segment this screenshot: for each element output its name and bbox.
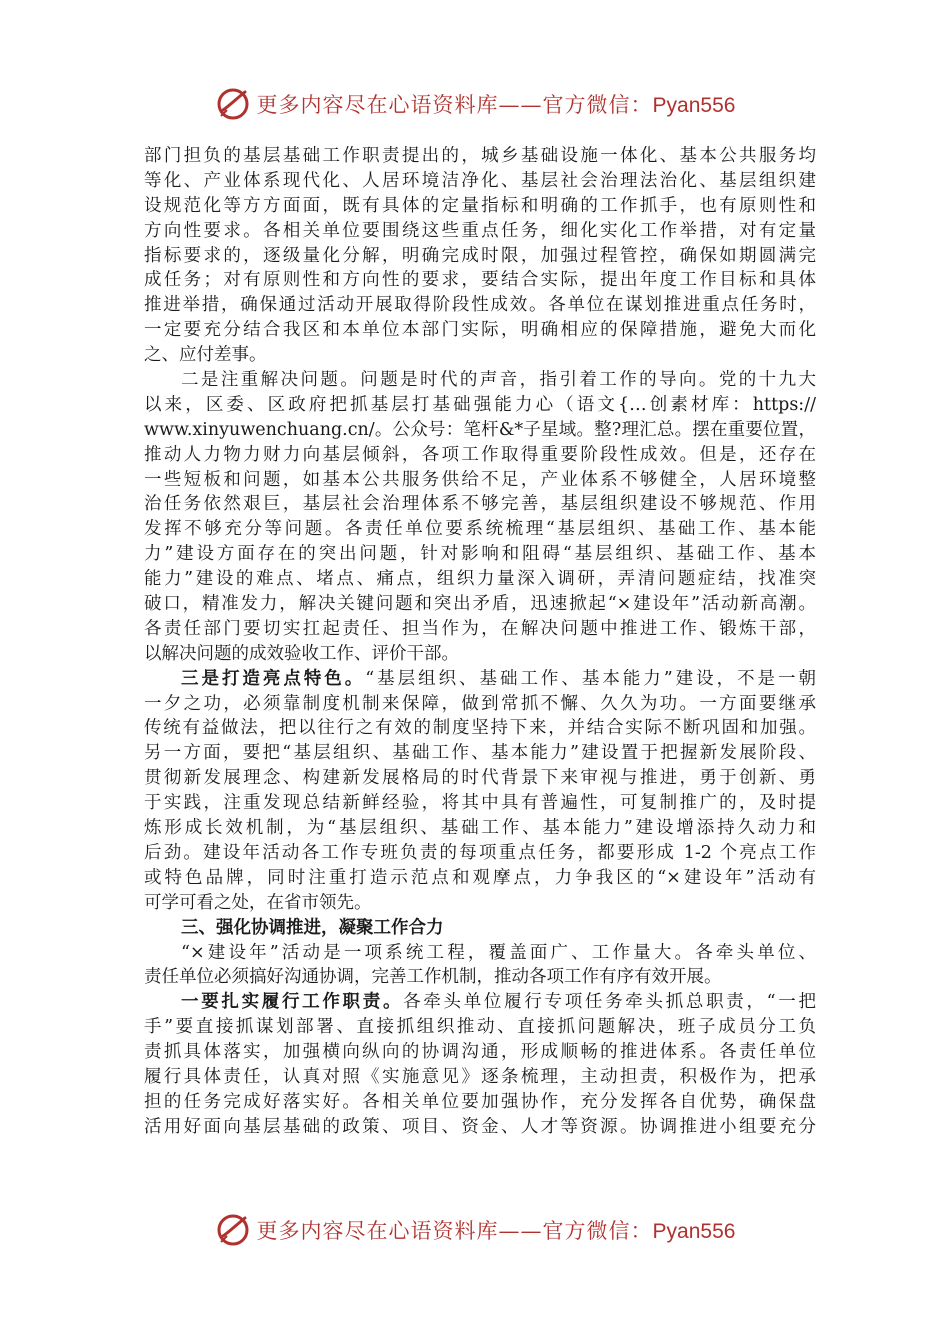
section-heading: 三、强化协调推进，凝聚工作合力 xyxy=(181,917,444,938)
banner-wechat-id: Pyan556 xyxy=(652,94,736,117)
text-line: 履行具体责任，认真对照《实施意见》逐条梳理，主动担责，积极作为，把承 xyxy=(144,1066,816,1087)
paragraph-lead: 一要扎实履行工作职责。 xyxy=(181,992,404,1013)
text-line: 另一方面，要把“基层组织、基础工作、基本能力”建设置于把握新发展阶段、 xyxy=(144,743,816,764)
text-line: 设规范化等方方面面，既有具体的定量指标和明确的工作抓手，也有原则性和 xyxy=(144,195,816,216)
text-line: 方向性要求。各相关单位要围绕这些重点任务，细化实化工作举措，对有定量 xyxy=(144,220,816,241)
text-line: “×建设年”活动是一项系统工程，覆盖面广、工作量大。各牵头单位、 xyxy=(181,942,816,963)
text-line: 推进举措，确保通过活动开展取得阶段性成效。各单位在谋划推进重点任务时， xyxy=(144,295,816,316)
text-line: 活用好面向基层基础的政策、项目、资金、人才等资源。协调推进小组要充分 xyxy=(144,1116,816,1137)
banner-text xyxy=(257,1215,736,1245)
watermark-banner-bottom xyxy=(0,1208,950,1252)
banner-text-cn: 更多内容尽在心语资料库——官方微信： xyxy=(256,1219,653,1243)
text-line: 破口，精准发力，解决关键问题和突出矛盾，迅速掀起“×建设年”活动新高潮。 xyxy=(144,594,816,615)
text-line: 担的任务完成好落实好。各相关单位要加强协作，充分发挥各自优势，确保盘 xyxy=(144,1091,816,1112)
text-line-rest: “基层组织、基础工作、基本能力”建设，不是一朝 xyxy=(365,668,816,689)
banner-text-cn: 更多内容尽在心语资料库——官方微信： xyxy=(256,93,653,117)
text-line xyxy=(144,990,816,1015)
text-line: 以解决问题的成效验收工作、评价干部。 xyxy=(144,643,459,664)
text-line: 手”要直接抓谋划部署、直接抓组织推动、直接抓问题解决，班子成员分工负 xyxy=(144,1017,816,1038)
text-line: 传统有益做法，把以往行之有效的制度坚持下来，并结合实际不断巩固和加强。 xyxy=(144,718,816,739)
text-line: 部门担负的基层基础工作职责提出的，城乡基础设施一体化、基本公共服务均 xyxy=(144,146,816,166)
text-line: 推动人力物力财力向基层倾斜，各项工作取得重要阶段性成效。但是，还存在 xyxy=(144,444,816,465)
brush-seal-logo-icon xyxy=(215,1212,251,1248)
text-line: 后劲。建设年活动各工作专班负责的每项重点任务，都要形成 1-2 个亮点工作 xyxy=(144,842,816,863)
text-line: 以来，区委、区政府把抓基层打基础强能力心（语文{…创素材库：https:// xyxy=(144,394,816,415)
document-body xyxy=(144,144,816,1140)
text-line xyxy=(144,667,816,692)
text-line: 一些短板和问题，如基本公共服务供给不足，产业体系不够健全，人居环境整 xyxy=(144,469,816,490)
watermark-banner-top xyxy=(0,82,950,126)
text-line: 成任务；对有原则性和方向性的要求，要结合实际，提出年度工作目标和具体 xyxy=(144,270,816,291)
text-line: 能力”建设的难点、堵点、痛点，组织力量深入调研，弄清问题症结，找准突 xyxy=(144,569,816,590)
text-line: 等化、产业体系现代化、人居环境洁净化、基层社会治理法治化、基层组织建 xyxy=(144,170,816,191)
text-line: 二是注重解决问题。问题是时代的声音，指引着工作的导向。党的十九大 xyxy=(181,370,816,391)
text-line: 指标要求的，逐级量化分解，明确完成时限，加强过程管控，确保如期圆满完 xyxy=(144,245,816,266)
text-line: www.xinyuwenchuang.cn/。公众号：笔杆&*子星域。整?理汇总。摆在重要位置， xyxy=(144,419,816,440)
text-line: 之、应付差事。 xyxy=(144,345,267,366)
banner-wechat-id: Pyan556 xyxy=(652,1220,736,1243)
text-line: 可学可看之处，在省市领先。 xyxy=(144,892,372,913)
text-line: 贯彻新发展理念、构建新发展格局的时代背景下来审视与推进，勇于创新、勇 xyxy=(144,768,816,789)
text-line: 责任单位必须搞好沟通协调，完善工作机制，推动各项工作有序有效开展。 xyxy=(144,967,722,988)
banner-text xyxy=(257,89,736,119)
text-line-rest: 各牵头单位履行专项任务牵头抓总职责，“一把 xyxy=(403,992,817,1013)
text-line: 或特色品牌，同时注重打造示范点和观摩点，力争我区的“×建设年”活动有 xyxy=(144,867,816,888)
text-line: 力”建设方面存在的突出问题，针对影响和阻碍“基层组织、基础工作、基本 xyxy=(144,544,816,565)
text-line: 发挥不够充分等问题。各责任单位要系统梳理“基层组织、基础工作、基本能 xyxy=(144,519,816,540)
brush-seal-logo-icon xyxy=(215,86,251,122)
text-line: 各责任部门要切实扛起责任、担当作为，在解决问题中推进工作、锻炼干部， xyxy=(144,618,816,639)
text-line: 责抓具体落实，加强横向纵向的协调沟通，形成顺畅的推进体系。各责任单位 xyxy=(144,1042,816,1063)
text-line: 炼形成长效机制，为“基层组织、基础工作、基本能力”建设增添持久动力和 xyxy=(144,818,816,839)
text-line: 一夕之功，必须靠制度机制来保障，做到常抓不懈、久久为功。一方面要继承 xyxy=(144,693,816,714)
paragraph-lead: 三是打造亮点特色。 xyxy=(181,668,366,689)
text-line: 一定要充分结合我区和本单位本部门实际，明确相应的保障措施，避免大而化 xyxy=(144,320,816,341)
text-line: 治任务依然艰巨，基层社会治理体系不够完善，基层组织建设不够规范、作用 xyxy=(144,494,816,515)
text-line: 于实践，注重发现总结新鲜经验，将其中具有普遍性，可复制推广的，及时提 xyxy=(144,793,816,814)
